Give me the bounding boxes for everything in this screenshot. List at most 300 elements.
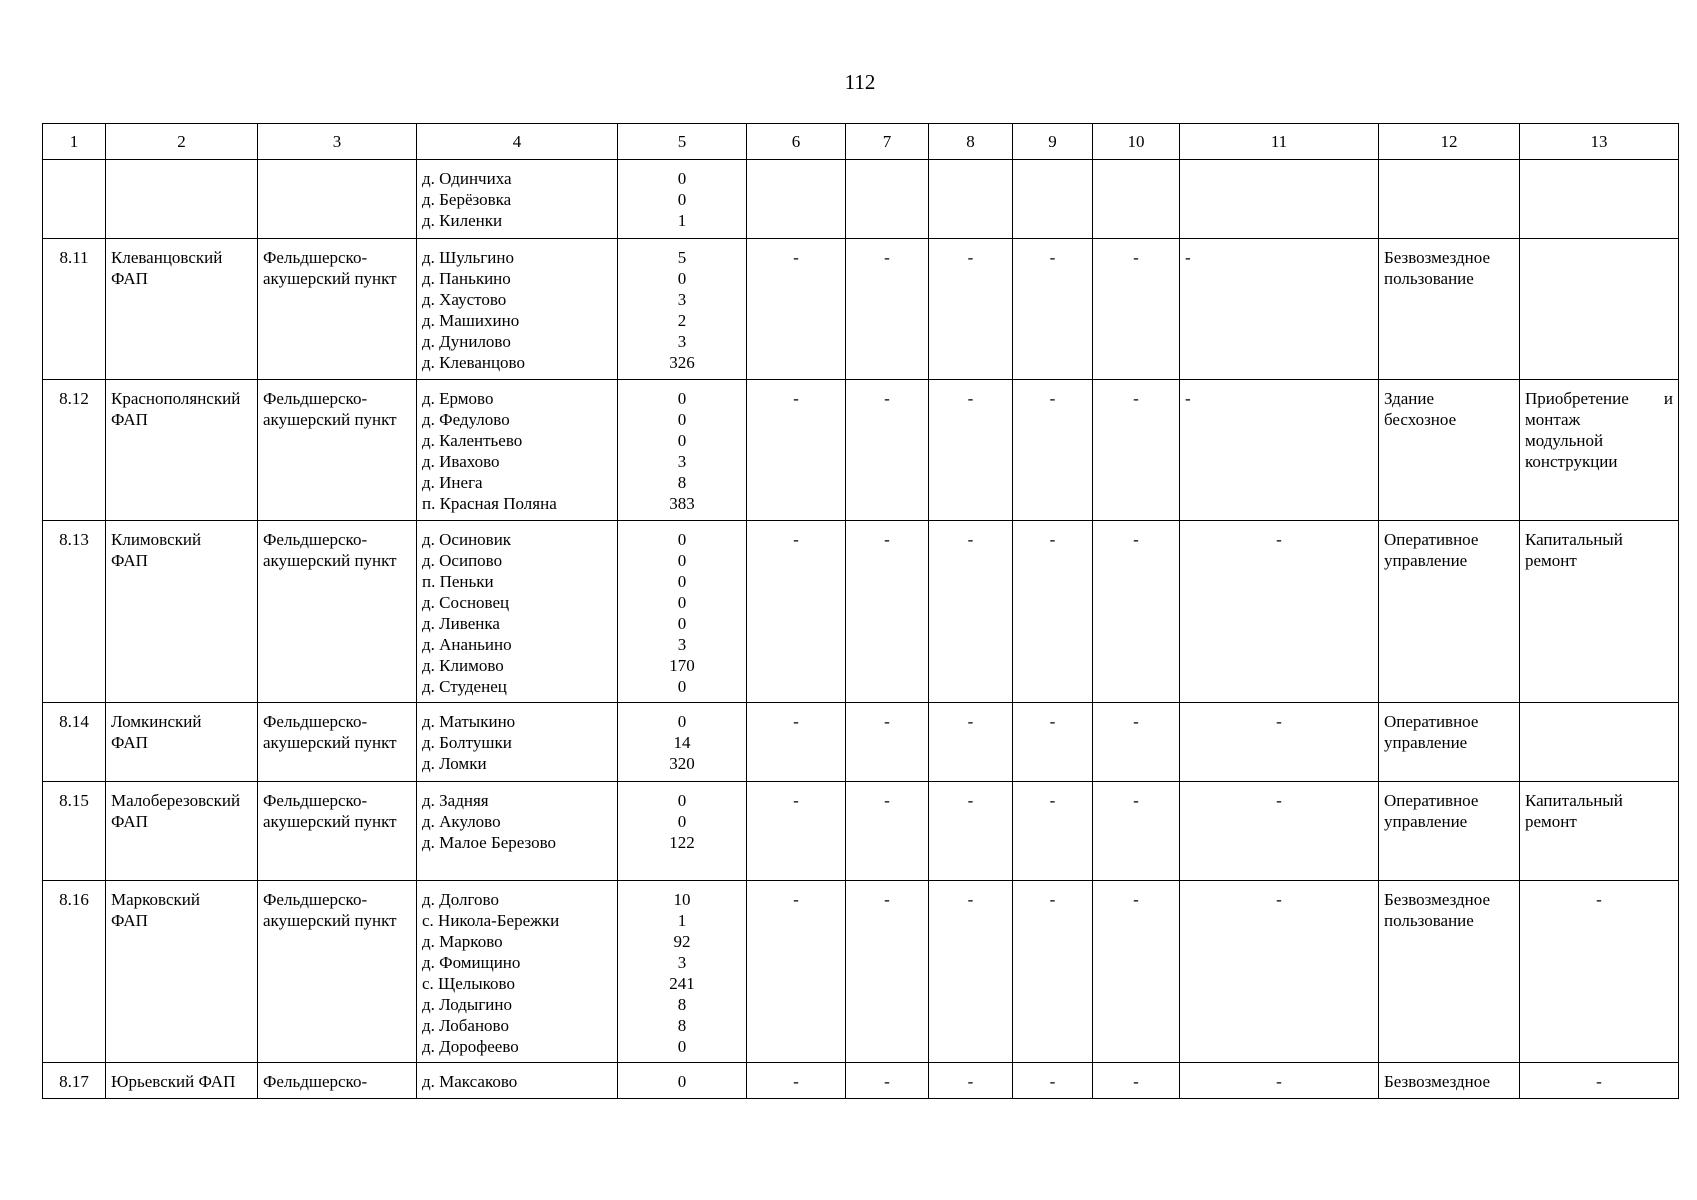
table-row [43, 881, 1679, 1063]
column-6-cell-text: - [793, 389, 799, 408]
column-6-cell [747, 239, 846, 380]
column-7-cell-text: - [884, 890, 890, 909]
column-7-cell [846, 881, 929, 1063]
planned-action-cell-line: - [1596, 890, 1602, 909]
column-11-cell-text: - [1276, 712, 1282, 731]
table-row [43, 521, 1679, 703]
settlements-cell-line: д. Долгово [422, 890, 499, 909]
facility-type-cell [258, 239, 417, 380]
ownership-cell-line: Безвозмездное [1384, 1072, 1491, 1091]
facility-type-cell [258, 380, 417, 521]
column-10-cell-text: - [1133, 712, 1139, 731]
settlements-cell [417, 521, 618, 703]
column-9-cell-text: - [1049, 791, 1056, 810]
population-cell-line: 320 [669, 754, 695, 773]
column-10-cell [1093, 703, 1180, 782]
item-number-cell-text: 8.17 [59, 1072, 89, 1091]
population-cell-line: 0 [677, 389, 687, 408]
settlements-cell-line: д. Машихино [422, 311, 520, 330]
column-7-cell-text: - [884, 248, 890, 267]
facility-name-cell [106, 703, 258, 782]
column-9-cell [1013, 521, 1093, 703]
column-7-cell-text: - [884, 389, 890, 408]
column-header: 2 [106, 124, 258, 160]
column-6-cell-text: - [793, 712, 799, 731]
settlements-cell-line: п. Красная Поляна [422, 494, 557, 513]
population-cell-line: 3 [677, 635, 687, 654]
column-header: 9 [1013, 124, 1093, 160]
column-6-cell [747, 703, 846, 782]
column-11-cell [1180, 881, 1379, 1063]
column-11-cell [1180, 521, 1379, 703]
column-10-cell [1093, 782, 1180, 881]
item-number-cell-text: 8.16 [59, 890, 89, 909]
column-9-cell [1013, 1063, 1093, 1099]
column-header: 4 [417, 124, 618, 160]
facility-name-cell-line: Юрьевский ФАП [111, 1072, 236, 1091]
column-9-cell [1013, 881, 1093, 1063]
population-cell-line: 170 [669, 656, 695, 675]
facility-type-cell-line: Фельдшерско- [263, 712, 368, 731]
ownership-cell-line: пользование [1384, 911, 1474, 930]
facility-type-cell [258, 703, 417, 782]
facility-type-cell-line: акушерский пункт [263, 410, 397, 429]
settlements-cell-line: д. Калентьево [422, 431, 523, 450]
planned-action-cell [1520, 380, 1679, 521]
settlements-cell [417, 881, 618, 1063]
population-cell [618, 239, 747, 380]
column-6-cell [747, 521, 846, 703]
column-7-cell-text: - [884, 530, 890, 549]
settlements-cell-line: д. Осиновик [422, 530, 512, 549]
population-cell-line: 0 [677, 190, 687, 209]
column-8-cell [929, 782, 1013, 881]
planned-action-cell-line [1525, 388, 1673, 409]
facility-name-cell-line: ФАП [111, 551, 148, 570]
column-11-cell [1180, 160, 1379, 239]
item-number-cell [43, 1063, 106, 1099]
column-7-cell [846, 703, 929, 782]
population-cell-line: 14 [673, 733, 691, 752]
column-7-cell [846, 160, 929, 239]
column-header: 12 [1379, 124, 1520, 160]
planned-action-word: и [1663, 389, 1673, 408]
population-cell-line: 5 [677, 248, 687, 267]
population-cell-line: 8 [677, 1016, 687, 1035]
column-11-cell-text: - [1276, 791, 1282, 810]
page-number: 112 [844, 70, 876, 94]
facility-name-cell [106, 239, 258, 380]
facility-type-cell [258, 160, 417, 239]
population-cell-line: 0 [677, 169, 687, 188]
column-7-cell [846, 782, 929, 881]
column-header: 8 [929, 124, 1013, 160]
column-8-cell [929, 703, 1013, 782]
settlements-cell [417, 703, 618, 782]
column-6-cell [747, 782, 846, 881]
table-row [43, 380, 1679, 521]
population-cell [618, 160, 747, 239]
population-cell-line: 3 [677, 290, 687, 309]
settlements-cell-line: д. Максаково [422, 1072, 518, 1091]
planned-action-cell [1520, 1063, 1679, 1099]
settlements-cell-line: д. Малое Березово [422, 833, 557, 852]
population-cell-line: 0 [677, 530, 687, 549]
facility-type-cell-line: акушерский пункт [263, 911, 397, 930]
facility-name-cell-line: ФАП [111, 410, 148, 429]
population-cell [618, 521, 747, 703]
population-cell-line: 0 [677, 677, 687, 696]
population-cell-line: 92 [673, 932, 691, 951]
column-9-cell [1013, 239, 1093, 380]
column-9-cell [1013, 380, 1093, 521]
column-6-cell [747, 380, 846, 521]
column-10-cell [1093, 160, 1180, 239]
population-cell-line: 0 [677, 593, 687, 612]
column-10-cell [1093, 881, 1180, 1063]
column-6-cell [747, 881, 846, 1063]
column-10-cell [1093, 239, 1180, 380]
ownership-cell [1379, 239, 1520, 380]
column-11-cell [1180, 703, 1379, 782]
column-header: 1 [43, 124, 106, 160]
column-11-cell-text: - [1276, 1072, 1282, 1091]
item-number-cell-text: 8.11 [59, 248, 89, 267]
ownership-cell-line: Здание [1384, 389, 1435, 408]
population-cell-line: 0 [677, 1072, 687, 1091]
population-cell [618, 380, 747, 521]
column-header: 10 [1093, 124, 1180, 160]
planned-action-cell-line: Капитальный [1525, 791, 1623, 810]
settlements-cell [417, 380, 618, 521]
facility-name-cell-line: Малоберезовский [111, 791, 241, 810]
population-cell [618, 703, 747, 782]
column-9-cell-text: - [1049, 389, 1056, 408]
facility-type-cell-line: акушерский пункт [263, 733, 397, 752]
column-11-cell-text: - [1185, 248, 1191, 267]
planned-action-cell-line: ремонт [1525, 551, 1577, 570]
facility-name-cell-line: Краснополянский [111, 389, 241, 408]
population-cell-line: 0 [677, 572, 687, 591]
population-cell-line: 0 [677, 410, 687, 429]
column-11-cell-text: - [1276, 530, 1282, 549]
column-8-cell-text: - [967, 389, 974, 408]
population-cell-line: 0 [677, 812, 687, 831]
column-7-cell [846, 1063, 929, 1099]
population-cell-line: 0 [677, 431, 687, 450]
settlements-cell-line: д. Дорофеево [422, 1037, 519, 1056]
settlements-cell-line: д. Берёзовка [422, 190, 512, 209]
population-cell-line: 10 [673, 890, 691, 909]
ownership-cell [1379, 782, 1520, 881]
column-header: 5 [618, 124, 747, 160]
settlements-cell-line: д. Лодыгино [422, 995, 513, 1014]
settlements-cell-line: д. Болтушки [422, 733, 512, 752]
settlements-cell-line: с. Щелыково [422, 974, 515, 993]
settlements-cell-line: д. Марково [422, 932, 503, 951]
facility-table [42, 123, 1679, 1099]
column-8-cell-text: - [967, 530, 974, 549]
population-cell-line: 0 [677, 551, 687, 570]
planned-action-cell-line: конструкции [1525, 452, 1618, 471]
ownership-cell-line: управление [1384, 812, 1468, 831]
column-10-cell-text: - [1133, 389, 1139, 408]
column-8-cell [929, 380, 1013, 521]
settlements-cell-line: д. Сосновец [422, 593, 510, 612]
planned-action-cell [1520, 521, 1679, 703]
population-cell-line: 3 [677, 332, 687, 351]
planned-action-word: Приобретение [1525, 389, 1629, 408]
settlements-cell-line: д. Фомищино [422, 953, 521, 972]
settlements-cell-line: д. Клеванцово [422, 353, 525, 372]
population-cell-line: 0 [677, 712, 687, 731]
facility-type-cell [258, 782, 417, 881]
facility-name-cell [106, 380, 258, 521]
facility-name-cell [106, 1063, 258, 1099]
column-10-cell-text: - [1133, 791, 1139, 810]
column-9-cell-text: - [1049, 890, 1056, 909]
population-cell-line: 1 [677, 211, 687, 230]
facility-type-cell-line: Фельдшерско- [263, 530, 368, 549]
population-cell-line: 8 [677, 473, 687, 492]
settlements-cell-line: д. Ананьино [422, 635, 512, 654]
column-6-cell-text: - [793, 890, 799, 909]
column-9-cell [1013, 703, 1093, 782]
ownership-cell-line: управление [1384, 551, 1468, 570]
column-10-cell-text: - [1133, 530, 1139, 549]
column-6-cell-text: - [793, 1072, 799, 1091]
column-8-cell [929, 521, 1013, 703]
column-10-cell-text: - [1133, 890, 1139, 909]
settlements-cell-line: д. Федулово [422, 410, 510, 429]
settlements-cell-line: д. Хаустово [422, 290, 507, 309]
column-11-cell [1180, 782, 1379, 881]
table-row [43, 782, 1679, 881]
ownership-cell-line: бесхозное [1384, 410, 1457, 429]
column-11-cell-text: - [1185, 389, 1191, 408]
item-number-cell-text: 8.13 [59, 530, 89, 549]
column-8-cell-text: - [967, 791, 974, 810]
item-number-cell [43, 239, 106, 380]
settlements-cell [417, 160, 618, 239]
column-8-cell-text: - [967, 248, 974, 267]
population-cell [618, 1063, 747, 1099]
item-number-cell [43, 881, 106, 1063]
settlements-cell [417, 782, 618, 881]
planned-action-cell [1520, 881, 1679, 1063]
facility-type-cell [258, 881, 417, 1063]
column-9-cell-text: - [1049, 1072, 1056, 1091]
facility-type-cell-line: акушерский пункт [263, 812, 397, 831]
settlements-cell-line: д. Ломки [422, 754, 487, 773]
settlements-cell-line: д. Киленки [422, 211, 503, 230]
item-number-cell [43, 782, 106, 881]
column-10-cell-text: - [1133, 1072, 1139, 1091]
facility-name-cell-line: ФАП [111, 733, 148, 752]
population-cell-line: 3 [677, 953, 687, 972]
settlements-cell [417, 1063, 618, 1099]
ownership-cell [1379, 881, 1520, 1063]
planned-action-cell [1520, 703, 1679, 782]
item-number-cell [43, 703, 106, 782]
settlements-cell-line: д. Осипово [422, 551, 503, 570]
facility-type-cell-line: акушерский пункт [263, 269, 397, 288]
settlements-cell-line: д. Матыкино [422, 712, 516, 731]
settlements-cell-line: д. Ивахово [422, 452, 500, 471]
column-10-cell [1093, 380, 1180, 521]
population-cell-line: 326 [669, 353, 695, 372]
settlements-cell-line: д. Инега [422, 473, 483, 492]
column-10-cell [1093, 521, 1180, 703]
column-11-cell-text: - [1276, 890, 1282, 909]
column-10-cell [1093, 1063, 1180, 1099]
population-cell-line: 0 [677, 1037, 687, 1056]
column-9-cell-text: - [1049, 248, 1056, 267]
column-header: 13 [1520, 124, 1679, 160]
population-cell [618, 782, 747, 881]
column-header: 6 [747, 124, 846, 160]
facility-name-cell [106, 160, 258, 239]
ownership-cell [1379, 1063, 1520, 1099]
ownership-cell [1379, 160, 1520, 239]
facility-name-cell-line: ФАП [111, 269, 148, 288]
population-cell-line: 0 [677, 614, 687, 633]
settlements-cell-line: д. Шульгино [422, 248, 514, 267]
ownership-cell-line: Безвозмездное [1384, 248, 1491, 267]
column-9-cell [1013, 782, 1093, 881]
item-number-cell [43, 380, 106, 521]
population-cell-line: 383 [669, 494, 695, 513]
header-row [43, 124, 1679, 160]
facility-type-cell-line: акушерский пункт [263, 551, 397, 570]
settlements-cell-line: д. Одинчиха [422, 169, 512, 188]
settlements-cell-line: д. Ливенка [422, 614, 500, 633]
ownership-cell-line: Безвозмездное [1384, 890, 1491, 909]
column-8-cell-text: - [967, 1072, 974, 1091]
item-number-cell [43, 160, 106, 239]
facility-name-cell-line: Клеванцовский [111, 248, 223, 267]
column-6-cell-text: - [793, 530, 799, 549]
planned-action-cell [1520, 782, 1679, 881]
column-11-cell [1180, 380, 1379, 521]
facility-name-cell-line: Климовский [111, 530, 202, 549]
population-cell-line: 1 [677, 911, 687, 930]
settlements-cell-line: п. Пеньки [422, 572, 494, 591]
column-6-cell [747, 160, 846, 239]
item-number-cell-text: 8.14 [59, 712, 89, 731]
column-7-cell [846, 521, 929, 703]
settlements-cell-line: д. Акулово [422, 812, 501, 831]
column-9-cell [1013, 160, 1093, 239]
population-cell-line: 0 [677, 269, 687, 288]
settlements-cell-line: д. Студенец [422, 677, 507, 696]
facility-name-cell [106, 782, 258, 881]
column-8-cell [929, 239, 1013, 380]
ownership-cell-line: пользование [1384, 269, 1474, 288]
ownership-cell [1379, 380, 1520, 521]
facility-type-cell-line: Фельдшерско- [263, 791, 368, 810]
column-7-cell-text: - [884, 1072, 890, 1091]
population-cell-line: 8 [677, 995, 687, 1014]
item-number-cell-text: 8.12 [59, 389, 89, 408]
population-cell-line: 122 [669, 833, 695, 852]
facility-type-cell-line: Фельдшерско- [263, 1072, 368, 1091]
column-header: 11 [1180, 124, 1379, 160]
settlements-cell-line: д. Дунилово [422, 332, 511, 351]
planned-action-cell-line: модульной [1525, 431, 1604, 450]
table-row [43, 1063, 1679, 1099]
table-row [43, 703, 1679, 782]
planned-action-cell-line: монтаж [1525, 410, 1581, 429]
population-cell-line: 0 [677, 791, 687, 810]
facility-name-cell-line: Ломкинский [111, 712, 202, 731]
settlements-cell-line: д. Лобаново [422, 1016, 509, 1035]
settlements-cell-line: д. Климово [422, 656, 504, 675]
ownership-cell [1379, 521, 1520, 703]
facility-type-cell-line: Фельдшерско- [263, 248, 368, 267]
ownership-cell [1379, 703, 1520, 782]
column-11-cell [1180, 239, 1379, 380]
column-9-cell-text: - [1049, 530, 1056, 549]
column-8-cell-text: - [967, 890, 974, 909]
table-row [43, 160, 1679, 239]
facility-type-cell [258, 1063, 417, 1099]
table-row [43, 239, 1679, 380]
settlements-cell-line: д. Панькино [422, 269, 511, 288]
population-cell-line: 241 [669, 974, 695, 993]
column-6-cell-text: - [793, 791, 799, 810]
facility-type-cell [258, 521, 417, 703]
population-cell-line: 3 [677, 452, 687, 471]
column-7-cell [846, 239, 929, 380]
planned-action-cell [1520, 160, 1679, 239]
planned-action-cell-line: ремонт [1525, 812, 1577, 831]
planned-action-cell [1520, 239, 1679, 380]
item-number-cell-text: 8.15 [59, 791, 89, 810]
column-6-cell [747, 1063, 846, 1099]
column-header: 7 [846, 124, 929, 160]
column-7-cell [846, 380, 929, 521]
planned-action-cell-line: - [1596, 1072, 1602, 1091]
column-8-cell [929, 881, 1013, 1063]
column-header: 3 [258, 124, 417, 160]
column-8-cell [929, 160, 1013, 239]
settlements-cell [417, 239, 618, 380]
ownership-cell-line: Оперативное [1384, 712, 1479, 731]
facility-name-cell [106, 521, 258, 703]
item-number-cell [43, 521, 106, 703]
facility-type-cell-line: Фельдшерско- [263, 890, 368, 909]
facility-name-cell-line: Марковский [111, 890, 200, 909]
column-10-cell-text: - [1133, 248, 1139, 267]
settlements-cell-line: с. Никола-Бережки [422, 911, 560, 930]
column-6-cell-text: - [793, 248, 799, 267]
planned-action-cell-line: Капитальный [1525, 530, 1623, 549]
settlements-cell-line: д. Ермово [422, 389, 494, 408]
ownership-cell-line: управление [1384, 733, 1468, 752]
ownership-cell-line: Оперативное [1384, 530, 1479, 549]
column-8-cell [929, 1063, 1013, 1099]
facility-name-cell [106, 881, 258, 1063]
population-cell [618, 881, 747, 1063]
settlements-cell-line: д. Задняя [422, 791, 489, 810]
column-7-cell-text: - [884, 712, 890, 731]
facility-name-cell-line: ФАП [111, 812, 148, 831]
ownership-cell-line: Оперативное [1384, 791, 1479, 810]
facility-type-cell-line: Фельдшерско- [263, 389, 368, 408]
column-7-cell-text: - [884, 791, 890, 810]
facility-name-cell-line: ФАП [111, 911, 148, 930]
